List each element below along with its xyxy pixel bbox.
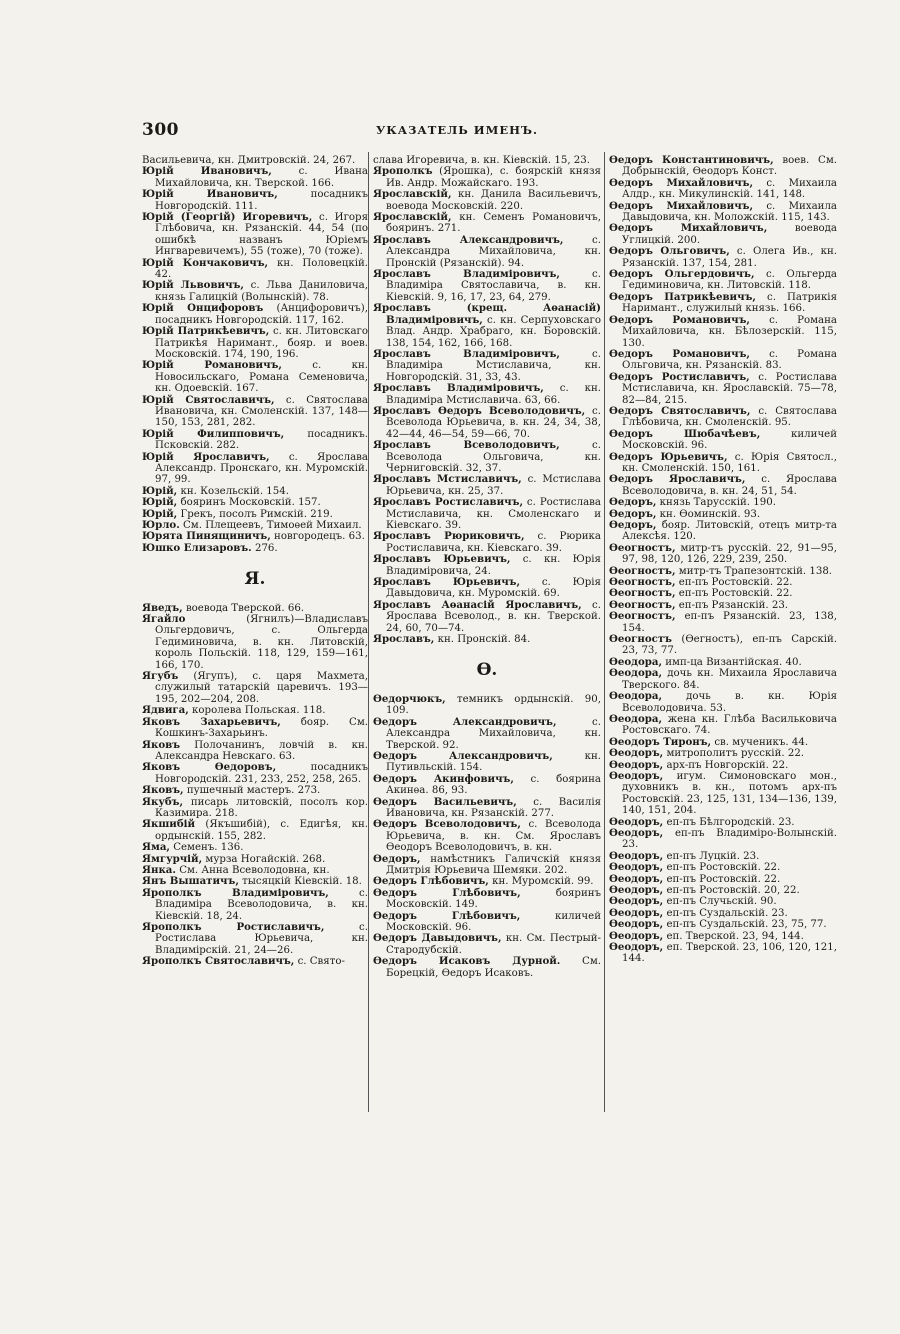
entry-text: кн. Пронскій. 84. [434,634,531,646]
entry-name: Ѳедоръ Ярославичъ, [609,473,746,486]
index-entry [373,911,601,934]
entry-name: Ярославъ Владиміровичъ, [373,268,560,281]
entry-name: Ямгурчій, [142,852,203,865]
entry-name: Ѳедоръ Глѣбовичъ, [373,886,521,899]
entry-text: кн. Путивльскій. 154. [386,750,601,774]
entry-text: с. Ярослава Александр. Пронскаго, кн. Муромскій. 97, 99. [155,451,368,486]
entry-text: еп-пъ Суздальскій. 23. [663,907,788,919]
entry-name: Ѳедоръ Михайловичъ, [609,176,754,189]
entry-name: Ѳедоръ Патрикѣевичъ, [609,290,756,303]
index-column-3 [609,155,837,965]
entry-text: с. Юрія Святосл., кн. Смоленскій. 150, 161. [622,451,837,474]
index-entry [609,668,837,691]
entry-name: Ѳеогностъ, [609,576,676,589]
entry-text: с. Юрія Давыдовича, кн. Муромскій. 69. [386,577,601,600]
index-entry [142,543,368,554]
entry-name: Ѳедоръ Михайловичъ, [609,199,754,212]
entry-name: Ѳеогностъ [609,633,672,646]
entry-text: Грекъ, посолъ Римскій. 219. [177,508,333,520]
entry-text: с. кн. Новосильскаго, Романа Семеновича, кн. Одоевскій. 167. [155,360,368,395]
index-entry [142,303,368,326]
entry-name: Юрій, [142,496,178,509]
entry-name: Юрій Филипповичъ, [142,427,285,440]
entry-text: посадникъ Новгородскій. 111. [155,189,368,212]
entry-name: Ѳеодора, [609,655,663,668]
entry-text: св. мученикъ. 44. [711,736,809,748]
entry-name: Ѳеодора, [609,712,663,725]
entry-text: с. Свято- [294,956,345,968]
entry-name: Ѳедоръ Константиновичъ, [609,154,774,166]
entry-name: Ѳеогностъ, [609,610,676,623]
entry-text: бояр. Литовскій, отецъ митр-та Алексѣя. 120. [622,520,837,543]
entry-name: Ѳеодоръ, [609,747,664,760]
index-entry [373,497,601,531]
index-entry [142,429,368,452]
index-entry [373,440,601,474]
entry-text: еп-пъ Случьскій. 90. [663,896,777,908]
entry-name: Ярославъ Владиміровичъ, [373,382,544,395]
entry-name: Ѳеодоръ, [609,849,664,862]
entry-text: тысяцкій Кіевскій. 18. [238,876,362,888]
index-entry [373,634,601,645]
entry-name: Ѳедоръ, [609,507,657,520]
entry-text: жена кн. Глѣба Васильковича Ростовскаго. 74. [622,713,837,737]
entry-text: 276. [251,542,278,554]
entry-text: с. Владиміра Святославича, в. кн. Кіевскій. 9, 16, 17, 23, 64, 279. [386,269,601,303]
entry-text: Васильевича, кн. Дмитровскій. 24, 267. [142,155,356,166]
entry-name: Юрло. [142,519,180,531]
entry-name: Ѳедоръ Ростиславичъ, [609,370,750,383]
entry-name: Ѳедоръ Васильевичъ, [373,795,517,808]
entry-name: Ѳедоръ Исаковъ Дурной. [373,955,561,968]
index-entry [142,717,368,740]
entry-name: Ярославъ Мстиславичъ, [373,473,522,486]
entry-text: еп-пъ Суздальскій. 23, 75, 77. [663,919,827,931]
entry-name: Ѳеодоръ, [609,929,664,942]
entry-name: Ѳедоръ Святославичъ, [609,404,751,417]
entry-text: с. Романа Ольговича, кн. Рязанскій. 83. [622,348,837,372]
index-entry [142,888,368,922]
entry-text: с. Романа Михайловича, кн. Бѣлозерскій. 115, 130. [622,314,837,349]
index-entry [142,360,368,394]
index-entry [142,922,368,956]
entry-text: с. Владиміра Мстиславича, кн. Новгородскій. 31, 33, 43. [386,348,601,383]
entry-name: Ѳеодора, [609,690,663,703]
index-entry [373,888,601,911]
entry-name: Ѳеодоръ, [609,906,664,919]
entry-name: Ѳеодоръ, [609,941,664,954]
entry-text: (Ягупъ), с. царя Махмета, служилый татарскій царевичъ. 193—195, 202—204, 208. [155,671,368,705]
entry-name: Ѳедорчюкъ, [373,692,446,705]
column-divider [368,152,369,1112]
entry-text: еп-пъ Бѣлгородскій. 23. [663,816,795,828]
entry-name: Ярославъ Ѳедоръ Всеволодовичъ, [373,404,586,417]
entry-text: воевода Тверской. 66. [182,602,305,614]
entry-name: Ядвига, [142,704,189,717]
entry-text: с. Всеволода Юрьевича, в. кн. См. Ярославъ Ѳеодоръ Всеволодовичъ, в. кн. [386,819,601,854]
index-entry [373,797,601,820]
index-entry [373,819,601,853]
entry-name: Якубъ, [142,795,184,808]
entry-text: дочь кн. Михаила Ярославича Тверского. 84. [622,668,837,691]
index-entry [142,956,368,967]
index-entry [609,942,837,965]
index-entry [609,201,837,224]
index-entry [142,189,368,212]
index-entry [609,691,837,714]
entry-text: посадникъ. Псковскій. 282. [155,428,368,452]
entry-name: Ягубъ [142,670,179,683]
entry-name: Ярополкъ Ростиславичъ, [142,921,325,933]
entry-text: (Ярошка), с. боярскій князя Ив. Андр. Можайскаго. 193. [386,166,601,189]
entry-text: кн. Половецкій. 42. [155,257,369,281]
entry-text: с. Александра Михайловича, кн. Тверской. 92. [386,716,602,751]
entry-text: См. Плещеевъ, Тимоѳей Михаил. [179,520,362,531]
entry-name: Ярославъ Юрьевичъ, [373,553,511,566]
entry-name: Ѳедоръ, [373,852,421,865]
entry-name: Ѳедоръ Ольгердовичъ, [609,268,755,281]
entry-text: еп-пъ Ростовскій. 22. [675,577,793,589]
entry-name: Ярославъ Владиміровичъ, [373,347,560,360]
index-entry [609,246,837,269]
entry-name: Ѳедоръ Александровичъ, [373,749,553,762]
entry-name: Яковъ, [142,784,184,797]
entry-text: посадникъ Новгородскій. 231, 233, 252, 258, 265. [155,762,368,785]
entry-text: еп-пъ Луцкій. 23. [663,850,760,862]
entry-text: (Ягнилъ)—Владиславъ Ольгердовичъ, с. Ольгерда Гедиминовича, в. кн. Литовскій, король Польскій. 118, 129, 159—161, 166, 170. [155,614,368,671]
entry-text: кн. Ѳоминскій. 93. [656,508,761,520]
index-entry [142,212,368,258]
entry-name: Ѳеодоръ, [609,815,664,828]
entry-name: Ѳедоръ, [609,519,657,531]
entry-name: Якшибій [142,818,196,831]
entry-text: еп-пъ Рязанскій. 23, 138, 154. [622,611,837,634]
index-entry [373,774,601,797]
entry-text: с. Ярослава Всеволод., в. кн. Тверской. 24, 60, 70—74. [386,599,601,634]
entry-name: Ярополкъ Владиміровичъ, [142,886,329,899]
entry-text: бояр. См. Кошкинъ-Захарьинъ. [155,716,369,740]
index-entry [373,854,601,877]
index-entry [373,303,601,349]
entry-text: с. Ростислава Юрьевича, кн. Владимірскій. 21, 24—26. [155,922,368,956]
entry-text: с. Всеволода Ольговича, кн. Черниговскій. 32, 37. [386,440,602,474]
entry-name: Ѳедоръ Давыдовичъ, [373,932,502,945]
entry-name: Ярославскій, [373,188,452,201]
entry-text: митр-тъ русскій. 22, 91—95, 97, 98, 120, 126, 229, 239, 250. [622,542,837,566]
index-entry [609,349,837,372]
entry-text: королева Польская. 118. [188,705,326,717]
entry-text: с. Игоря Глѣбовича, кн. Рязанскій. 44, 54 (по ошибкѣ названъ Юріемъ Ингваревичемъ), 55 (тоже), 70 (тоже). [155,212,368,258]
entry-name: Ѳедоръ Юрьевичъ, [609,450,728,463]
entry-text: киличей Московскій. 96. [386,910,601,933]
index-entry [609,520,837,543]
entry-name: Яведъ, [142,601,183,614]
entry-name: Юрій Романовичъ, [142,359,282,372]
index-entry [142,258,368,281]
entry-text: Семенъ. 136. [169,842,244,854]
entry-text: кн. Козельскій. 154. [177,485,289,497]
entry-name: Юрій (Георгій) Игоревичъ, [142,211,313,224]
entry-text: См. Анна Всеволодовна, кн. [175,864,330,876]
entry-name: Ѳедоръ Глѣбовичъ, [373,909,521,922]
entry-text: новгородецъ. 63. [270,531,365,543]
entry-text: киличей Московскій. 96. [622,428,838,452]
entry-text: с. кн. Владиміра Мстиславича. 63, 66. [386,383,601,406]
entry-name: Ѳедоръ Михайловичъ, [609,222,768,235]
entry-text: еп. Тверской. 23, 106, 120, 121, 144. [622,942,837,965]
entry-text: намѣстникъ Галичскій князя Дмитрія Юрьевича Шемяки. 202. [386,853,601,876]
entry-text: с. боярина Акинѳа. 86, 93. [386,773,601,797]
entry-name: Юрій, [142,507,178,520]
entry-name: Ѳедоръ Ольговичъ, [609,245,730,258]
index-entry [373,383,601,406]
entry-name: Ярославъ Ростиславичъ, [373,496,523,509]
running-title: УКАЗАТЕЛЬ ИМЕНЪ. [375,123,539,137]
section-letter: Ѳ. [476,660,498,681]
entry-text: с. кн. Литовскаго Патрикѣя Наримант., бояр. и воев. Московскій. 174, 190, 196. [155,326,368,360]
index-entry [373,189,601,212]
entry-text: воевода Углицкій. 200. [622,223,837,246]
section-letter: Я. [244,569,266,590]
entry-text: еп-пъ Ростовскій. 22. [663,862,781,874]
index-entry [609,543,837,566]
entry-name: Юрій Ярославичъ, [142,450,270,463]
entry-name: Ѳеогностъ, [609,587,676,600]
entry-text: мурза Ногайскій. 268. [202,853,326,865]
index-entry [373,474,601,497]
index-entry [609,155,837,178]
entry-text: игум. Симоновскаго мон., духовникъ в. кн., потомъ арх-пъ Ростовскій. 23, 125, 131, 134—136, 139, 140, 151, 204. [622,770,837,817]
entry-text: еп-пъ Владиміро-Волынскій. 23. [622,827,837,851]
entry-name: Ярославскій, [373,211,452,224]
entry-name: Юрій Ивановичъ, [142,188,278,201]
entry-name: Юрій Ивановичъ, [142,165,272,178]
entry-text: с. Ивана Михайловича, кн. Тверской. 166. [155,166,369,189]
page-header [142,120,772,142]
page-number: 300 [142,120,179,140]
index-entry [142,166,368,189]
entry-text: с. Патрикія Наримант., служилый князь. 166. [622,291,837,315]
index-entry [142,740,368,763]
entry-name: Ѳедоръ Романовичъ, [609,347,750,360]
entry-text: с. кн. Серпуховскаго Влад. Андр. Храбраго, кн. Боровскій. 138, 154, 162, 166, 168. [386,314,601,349]
index-entry [609,714,837,737]
entry-name: Юрій Святославичъ, [142,393,275,406]
index-entry [373,269,601,303]
index-entry [609,771,837,817]
entry-text: (Ѳегностъ), еп-пъ Сарскій. 23, 73, 77. [622,634,837,657]
entry-text: с. Мстислава Юрьевича, кн. 25, 37. [386,474,601,497]
entry-name: Яма, [142,841,170,854]
entry-text: митр-тъ Трапезонтскій. 138. [675,565,833,577]
index-entry [142,280,368,303]
entry-text: еп-пъ Ростовскій. 22. [663,873,781,885]
entry-text: кн. Семенъ Романовичъ, бояринъ. 271. [386,212,601,235]
entry-name: Ярославъ Аѳанасій Ярославичъ, [373,598,582,611]
index-entry [373,166,601,189]
entry-name: Ѳедоръ, [609,496,657,509]
index-entry [373,933,601,956]
entry-text: с. кн. Юрія Владиміровича, 24. [386,554,601,577]
index-entry [373,717,601,751]
index-entry [373,694,601,717]
entry-name: Яковъ Ѳедоровъ, [142,761,277,774]
entry-text: с. Ростислава Мстиславича, кн. Смоленскаго и Кіевскаго. 39. [386,497,601,531]
index-column-2 [373,155,601,979]
entry-text: бояринъ Московскій. 149. [386,887,601,911]
index-entry [609,315,837,349]
index-entry [373,577,601,600]
index-entry [609,429,837,452]
entry-text: с. Александра Михайловича, кн. Пронскій (Рязанскій). 94. [386,234,601,269]
entry-name: Ѳеодоръ, [609,918,664,931]
entry-name: Ѳедоръ Александровичъ, [373,715,557,728]
index-entry [373,235,601,269]
entry-name: Ѳеодоръ, [609,826,664,839]
entry-text: с. Василія Ивановича, кн. Рязанскій. 277. [386,796,601,819]
entry-text: кн. Данила Васильевичъ, воевода Московскій. 220. [386,189,601,212]
index-entry [373,349,601,383]
index-entry [609,223,837,246]
entry-name: Ѳеодоръ, [609,861,664,874]
entry-name: Ѳеогностъ, [609,564,676,577]
index-entry [373,212,601,235]
entry-name: Ярославъ Всеволодовичъ, [373,439,560,452]
entry-text: с. Святослава Ивановича, кн. Смоленскій. 137, 148—150, 153, 281, 282. [155,394,368,429]
entry-text: имп-ца Византійская. 40. [662,656,802,668]
entry-name: Ѳеодоръ Тиронъ, [609,735,712,748]
entry-text: кн. Муромскій. 99. [488,876,594,888]
entry-name: Юрій Кончаковичъ, [142,256,269,269]
entry-name: Ѳеодоръ, [609,884,664,896]
index-entry [142,819,368,842]
entry-text: с. Льва Даниловича, князь Галицкій (Волынскій). 78. [155,280,368,303]
entry-text: князь Тарусскій. 190. [656,497,776,509]
index-entry [609,292,837,315]
entry-text: митрополитъ русскій. 22. [663,748,805,760]
entry-text: с. Всеволода Юрьевича, в. кн. 24, 34, 38, 42—44, 46—54, 59—66, 70. [386,405,601,440]
entry-name: Юрята Пинящиничъ, [142,530,271,543]
entry-text: с. Ярослава Всеволодовича, в. кн. 24, 51, 54. [622,474,837,497]
entry-text: слава Игоревича, в. кн. Кіевскій. 15, 23. [373,155,591,166]
entry-name: Ярославъ Александровичъ, [373,233,564,246]
index-entry [373,531,601,554]
entry-name: Ѳеогностъ, [609,541,676,554]
entry-name: Ярополкъ Святославичъ, [142,955,295,968]
index-entry [142,762,368,785]
entry-name: Ярославъ Юрьевичъ, [373,576,521,589]
index-entry [609,828,837,851]
entry-text: кн. См. Пестрый-Стародубскій. [386,933,601,956]
column-divider [604,152,605,1112]
entry-text: еп. Тверской. 23, 94, 144. [663,930,804,942]
entry-name: Ярославъ Рюриковичъ, [373,530,525,543]
entry-name: Ѳеодоръ, [609,758,664,771]
index-column-1 [142,155,368,968]
entry-text: арх-пъ Новгорскій. 22. [663,759,789,771]
entry-name: Юрій, [142,484,178,497]
index-entry [609,269,837,292]
entry-name: Ѳедоръ Романовичъ, [609,313,750,326]
entry-name: Ѳеодоръ, [609,872,664,885]
index-entry [142,452,368,486]
index-entry [609,372,837,406]
entry-name: Яковъ [142,738,181,751]
entry-text: еп-пъ Ростовскій. 20, 22. [663,885,800,896]
entry-text: с. Олега Ив., кн. Рязанскій. 137, 154, 281. [622,246,837,269]
entry-text: с. Михаила Давыдовича, кн. Моложскій. 115, 143. [622,200,837,224]
entry-text: с. Рюрика Ростиславича, кн. Кіевскаго. 39. [386,531,601,554]
entry-text: дочь в. кн. Юрія Всеволодовича. 53. [622,691,837,714]
entry-text: воев. См. Добрынскій, Ѳеодоръ Конст. [622,155,837,178]
entry-text: (Анцифоровичъ), посадникъ Новгородскій. 117, 162. [155,303,369,326]
entry-name: Ѳеодоръ, [609,895,664,908]
entry-name: Ярополкъ [373,165,433,178]
index-entry [373,600,601,634]
entry-name: Янъ Вышатичъ, [142,875,239,888]
entry-name: Ягайло [142,613,186,626]
entry-text: с. Ольгерда Гедиминовича, кн. Литовскій. 118. [622,269,837,292]
entry-text: бояринъ Московскій. 157. [177,497,321,509]
entry-name: Юрій Онцифоровъ [142,302,264,315]
index-entry [142,797,368,820]
index-entry [609,611,837,634]
entry-name: Ѳедоръ Акинфовичъ, [373,772,514,785]
entry-text: писарь литовскій, посолъ кор. Казимира. 218. [155,796,368,819]
entry-text: См. Борецкій, Ѳедоръ Исаковъ. [386,956,601,979]
index-entry [373,554,601,577]
entry-text: (Якъшибій), с. Едигѣя, кн. ордынскій. 155, 282. [155,819,368,842]
entry-name: Ярославъ (крещ. Аѳанасій) Владиміровичъ, [373,302,601,326]
entry-name: Ѳедоръ Всеволодовичъ, [373,818,521,831]
entry-text: еп-пъ Рязанскій. 23. [675,599,789,611]
entry-name: Ѳедоръ Глѣбовичъ, [373,875,489,888]
index-entry [142,395,368,429]
entry-name: Ѳеогностъ, [609,598,676,611]
entry-text: с. Владиміра Всеволодовича, в. кн. Кіевскій. 18, 24. [155,887,369,922]
entry-text: с. Михаила Алдр., кн. Микулинскій. 141, 148. [622,177,837,201]
entry-name: Ярославъ, [373,633,435,646]
entry-name: Юрій Львовичъ, [142,279,244,292]
entry-name: Ѳеодоръ, [609,769,664,782]
index-entry [609,178,837,201]
index-entry [142,614,368,671]
entry-name: Ѳеодора, [609,667,663,680]
index-entry [142,326,368,360]
entry-text: Полочанинъ, ловчій в. кн. Александра Невскаго. 63. [155,739,368,762]
entry-text: с. Ростислава Мстиславича, кн. Ярославскій. 75—78, 82—84, 215. [622,371,837,406]
entry-name: Юшко Елизаровъ. [142,541,252,554]
index-entry [373,751,601,774]
entry-name: Яковъ Захарьевичъ, [142,715,281,728]
entry-text: пушечный мастеръ. 273. [183,785,321,797]
entry-text: еп-пъ Ростовскій. 22. [675,588,793,600]
entry-text: с. Святослава Глѣбовича, кн. Смоленскій. 95. [622,405,837,429]
index-entry [609,474,837,497]
index-entry [373,956,601,979]
entry-name: Ѳедоръ Шюбачѣевъ, [609,427,761,440]
index-entry [609,634,837,657]
entry-name: Янка. [142,863,176,876]
index-entry [609,406,837,429]
entry-text: темникъ ордынскій. 90, 109. [386,693,601,717]
index-entry [373,406,601,440]
index-entry [609,452,837,475]
entry-name: Юрій Патрикѣевичъ, [142,325,270,338]
index-entry [142,671,368,705]
